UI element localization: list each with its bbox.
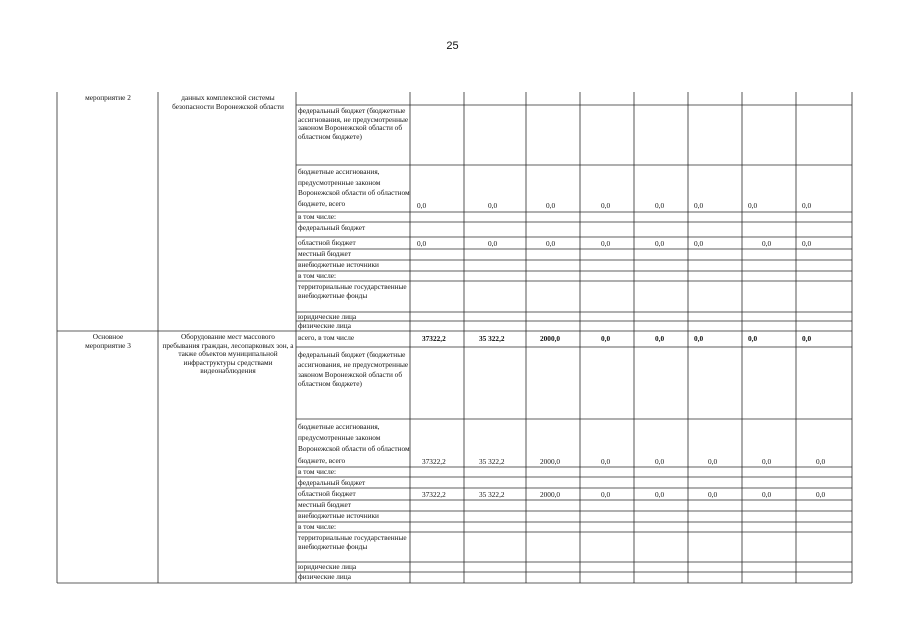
row-label: местный бюджет: [298, 500, 351, 509]
row-label: местный бюджет: [298, 249, 351, 258]
value-cell: 0,0: [655, 457, 665, 466]
value-cell: 0,0: [488, 239, 498, 248]
value-cell: 35 322,2: [479, 334, 505, 343]
value-cell: 37322,2: [422, 490, 446, 499]
value-cell: 0,0: [694, 201, 704, 210]
value-cell: 0,0: [708, 457, 718, 466]
value-cell: 0,0: [802, 201, 812, 210]
value-cell: 0,0: [748, 334, 758, 343]
value-cell: 0,0: [708, 490, 718, 499]
row-label: бюджетные ассигнования, предусмотренные законом Воронежской области об областном бюджете, всего: [298, 422, 410, 465]
value-cell: 0,0: [802, 239, 812, 248]
row-label: в том числе:: [298, 271, 337, 280]
value-cell: 0,0: [601, 490, 611, 499]
value-cell: 0,0: [601, 334, 611, 343]
value-cell: 0,0: [748, 201, 758, 210]
value-cell: 35 322,2: [479, 457, 505, 466]
value-cell: 0,0: [694, 334, 704, 343]
row-label: федеральный бюджет: [298, 223, 366, 232]
row-label: физические лица: [298, 321, 351, 330]
row-label: внебюджетные источники: [298, 511, 379, 520]
value-cell: 2000,0: [540, 334, 561, 343]
row-label: внебюджетные источники: [298, 260, 379, 269]
row-label: физические лица: [298, 572, 351, 581]
value-cell: 0,0: [655, 334, 665, 343]
row-label: юридические лица: [298, 562, 357, 571]
value-cell: 0,0: [802, 334, 812, 343]
row-label: территориальные государственные внебюджетные фонды: [298, 282, 407, 300]
value-cell: 2000,0: [540, 457, 561, 466]
row-label: в том числе:: [298, 212, 337, 221]
section-a-code: мероприятие 2: [85, 93, 131, 102]
value-cell: 0,0: [601, 239, 611, 248]
section-b-name: Оборудование мест массового пребывания граждан, лесопарковых зон, а также объектов муниципальной инфраструктуры средствами видеонаблюдения: [162, 332, 294, 376]
row-label: в том числе:: [298, 467, 337, 476]
value-cell: 0,0: [762, 457, 772, 466]
value-cell: 0,0: [655, 490, 665, 499]
section-b-code: Основное мероприятие 3: [85, 332, 131, 350]
value-cell: 2000,0: [540, 490, 561, 499]
value-cell: 0,0: [546, 239, 556, 248]
row-label: областной бюджет: [298, 238, 356, 247]
value-cell: 0,0: [762, 239, 772, 248]
value-cell: 0,0: [417, 239, 427, 248]
value-cell: 0,0: [816, 490, 826, 499]
value-cell: 0,0: [655, 239, 665, 248]
row-label: федеральный бюджет: [298, 478, 366, 487]
row-label: в том числе:: [298, 522, 337, 531]
value-cell: 0,0: [694, 239, 704, 248]
section-a-name: данных комплексной системы безопасности Воронежской области: [172, 93, 284, 111]
value-cell: 0,0: [546, 201, 556, 210]
value-cell: 37322,2: [422, 334, 446, 343]
row-label: федеральный бюджет (бюджетные ассигнования, не предусмотренные законом Воронежской области об областном бюджете): [298, 106, 409, 141]
value-cell: 0,0: [601, 201, 611, 210]
row-label: федеральный бюджет (бюджетные ассигнования, не предусмотренные законом Воронежской области об областном бюджете): [298, 350, 409, 389]
value-cell: 35 322,2: [479, 490, 505, 499]
row-label: всего, в том числе: [298, 333, 355, 342]
page-number: 25: [446, 40, 459, 52]
value-cell: 0,0: [601, 457, 611, 466]
row-label: территориальные государственные внебюджетные фонды: [298, 533, 407, 551]
value-cell: 0,0: [816, 457, 826, 466]
value-cell: 0,0: [417, 201, 427, 210]
value-cell: 0,0: [488, 201, 498, 210]
value-cell: 37322,2: [422, 457, 446, 466]
value-cell: 0,0: [655, 201, 665, 210]
row-label: бюджетные ассигнования, предусмотренные законом Воронежской области об областном бюджете, всего: [298, 167, 410, 208]
value-cell: 0,0: [762, 490, 772, 499]
row-label: областной бюджет: [298, 489, 356, 498]
row-label: юридические лица: [298, 312, 357, 321]
